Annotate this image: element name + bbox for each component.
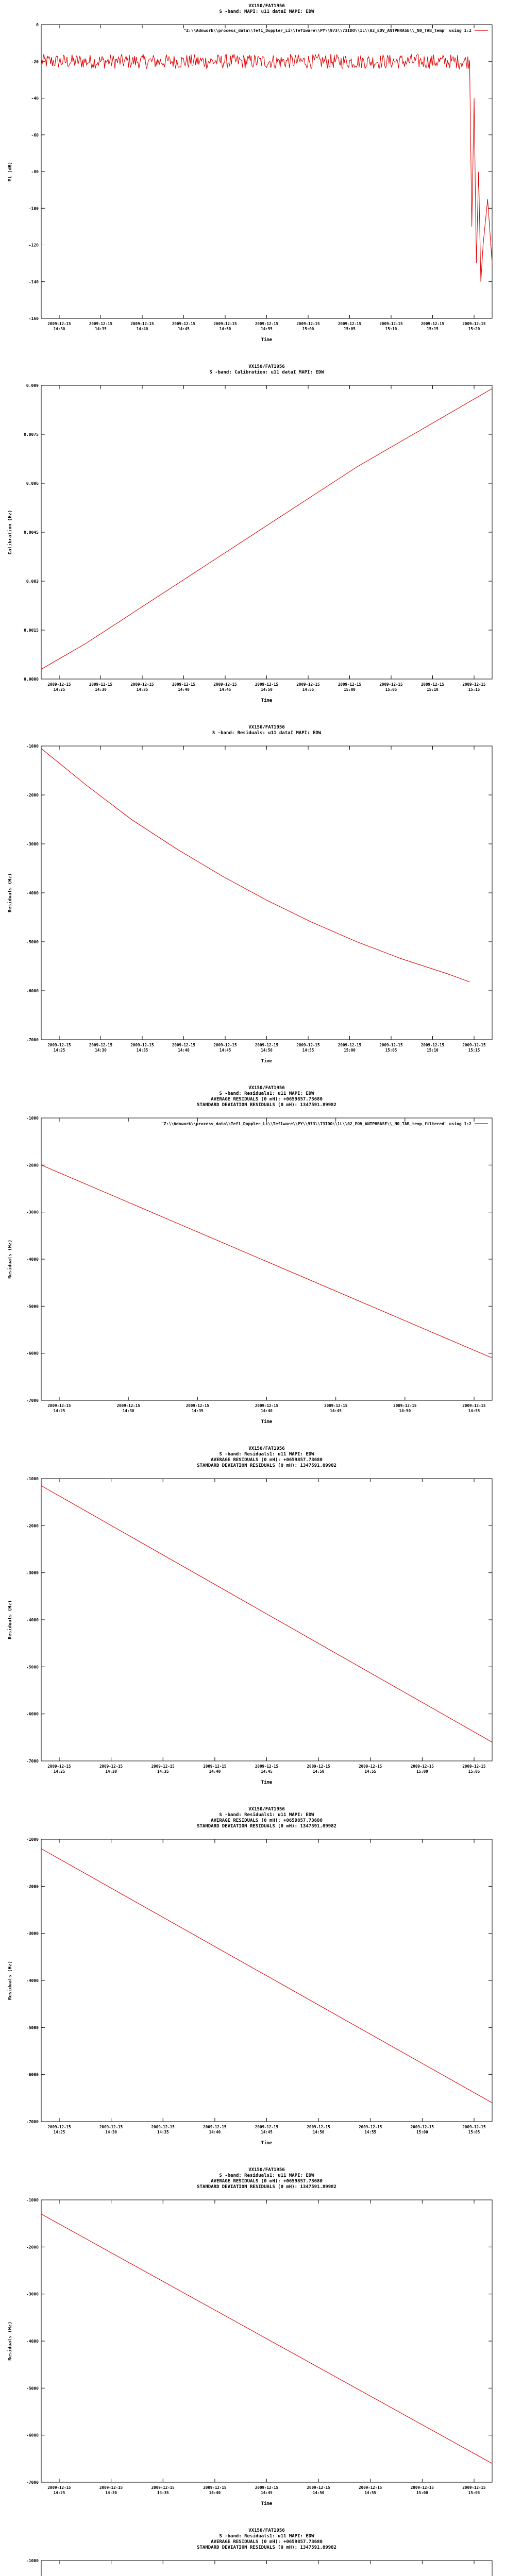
x-tick-label: 14:25 xyxy=(53,1769,65,1774)
x-tick-label: 2009-12-15 xyxy=(462,682,486,687)
y-tick-label: -1000 xyxy=(26,1837,39,1842)
chart-title-line: AVERAGE RESIDUALS (0 mH): +0659857.73680 xyxy=(211,1818,323,1823)
x-tick-label: 14:50 xyxy=(219,327,231,331)
x-tick-label: 2009-12-15 xyxy=(359,2125,382,2129)
x-tick-label: 2009-12-15 xyxy=(307,1764,330,1769)
chart-title-line: STANDARD DEVIATION RESIDUALS (0 mH): 1347591.89982 xyxy=(197,1103,336,1108)
chart-panel-7 xyxy=(7,2167,492,2506)
x-axis-label: Time xyxy=(261,1419,273,1425)
y-axis-label: ML (dB) xyxy=(8,162,13,181)
x-tick-label: 15:05 xyxy=(468,2490,480,2495)
x-tick-label: 2009-12-15 xyxy=(203,2485,227,2490)
x-tick-label: 14:40 xyxy=(209,2490,221,2495)
chart-panel-3 xyxy=(7,725,492,1064)
y-tick-label: -1000 xyxy=(26,1116,39,1121)
x-tick-label: 15:05 xyxy=(468,1769,480,1774)
chart-panel-8 xyxy=(7,2528,492,2576)
chart-title-line: VX150/FAT1956 xyxy=(248,1807,285,1812)
y-axis-label: Residuals (Hz) xyxy=(8,1961,13,2000)
y-tick-label: -7000 xyxy=(26,2480,39,2485)
x-tick-label: 14:35 xyxy=(136,687,148,692)
y-tick-label: -2000 xyxy=(26,1884,39,1889)
data-series-line xyxy=(41,1165,492,1358)
x-tick-label: 2009-12-15 xyxy=(151,2485,175,2490)
x-tick-label: 14:30 xyxy=(95,1048,107,1053)
x-tick-label: 14:50 xyxy=(312,1769,325,1774)
x-tick-label: 2009-12-15 xyxy=(255,2125,279,2129)
data-series-line xyxy=(41,2214,492,2463)
x-axis-label: Time xyxy=(261,698,273,703)
y-tick-label: -140 xyxy=(28,279,39,284)
x-tick-label: 2009-12-15 xyxy=(213,682,237,687)
x-tick-label: 2009-12-15 xyxy=(99,2125,123,2129)
x-tick-label: 2009-12-15 xyxy=(172,321,196,326)
y-tick-label: 0.0015 xyxy=(24,628,39,633)
y-tick-label: -5000 xyxy=(26,1304,39,1309)
x-tick-label: 15:15 xyxy=(468,1048,480,1053)
x-tick-label: 14:25 xyxy=(53,2490,65,2495)
chart-title-line: S -band: Residuals1: u11 MAPI: EDW xyxy=(219,1452,314,1457)
x-tick-label: 2009-12-15 xyxy=(47,1764,71,1769)
x-tick-label: 14:30 xyxy=(95,687,107,692)
chart-panel-4 xyxy=(7,1086,492,1425)
chart-title-line: VX150/FAT1956 xyxy=(248,725,285,730)
x-tick-label: 14:40 xyxy=(178,1048,190,1053)
x-tick-label: 14:25 xyxy=(53,1409,65,1413)
x-tick-label: 14:35 xyxy=(95,327,107,331)
y-tick-label: -7000 xyxy=(26,1759,39,1764)
y-tick-label: -6000 xyxy=(26,989,39,993)
x-tick-label: 2009-12-15 xyxy=(338,682,362,687)
x-tick-label: 2009-12-15 xyxy=(379,321,403,326)
chart-title-line: STANDARD DEVIATION RESIDUALS (0 mH): 1347591.89982 xyxy=(197,2545,336,2550)
chart-title-line: VX150/FAT1956 xyxy=(248,2167,285,2173)
y-tick-label: -4000 xyxy=(26,1618,39,1622)
y-axis-label: Residuals (Hz) xyxy=(8,1240,13,1279)
y-tick-label: -120 xyxy=(28,243,39,248)
chart-title-line: S -band: Residuals: u11 dataI MAPI: EDW xyxy=(212,731,322,736)
x-tick-label: 14:35 xyxy=(157,1769,169,1774)
chart-panel-6 xyxy=(7,1807,492,2146)
y-tick-label: -6000 xyxy=(26,2072,39,2077)
chart-title-line: VX150/FAT1956 xyxy=(248,4,285,9)
y-tick-label: -5000 xyxy=(26,2386,39,2391)
chart-title-line: VX150/FAT1956 xyxy=(248,364,285,369)
x-tick-label: 14:45 xyxy=(330,1409,342,1413)
x-tick-label: 14:40 xyxy=(209,2130,221,2134)
y-tick-label: -2000 xyxy=(26,1523,39,1529)
y-axis-label: Calibration (Hz) xyxy=(8,510,13,555)
x-tick-label: 14:45 xyxy=(261,2490,273,2495)
x-tick-label: 15:05 xyxy=(468,2130,480,2134)
x-tick-label: 2009-12-15 xyxy=(99,1764,123,1769)
y-tick-label: -3000 xyxy=(26,2292,39,2297)
y-tick-label: -2000 xyxy=(26,2245,39,2250)
x-tick-label: 2009-12-15 xyxy=(255,682,279,687)
legend-label: "Z:\\Adnwork\\process_data\\Tef1_Doppler_Li\\Tef1ware\\PY\\973\\73IDO\\1L\\02_EOV_ANTPHRASE\\_N0_TAB_temp_filtered" using 1:2 xyxy=(161,1122,472,1126)
y-tick-label: -5000 xyxy=(26,940,39,944)
plot-frame xyxy=(41,385,492,679)
chart-panel-1 xyxy=(8,4,492,343)
data-series-line xyxy=(41,1849,492,2103)
data-series-line xyxy=(41,388,492,669)
plot-frame xyxy=(41,25,492,318)
y-tick-label: 0.003 xyxy=(26,579,39,584)
y-tick-label: -80 xyxy=(31,170,39,174)
x-tick-label: 14:45 xyxy=(219,687,231,692)
x-tick-label: 14:40 xyxy=(261,1409,273,1413)
plot-frame xyxy=(41,1118,492,1400)
x-tick-label: 2009-12-15 xyxy=(307,2485,330,2490)
x-tick-label: 14:55 xyxy=(364,1769,377,1774)
chart-title-line: S -band: Residuals1: u11 MAPI: EDW xyxy=(219,2173,314,2178)
x-tick-label: 2009-12-15 xyxy=(420,321,445,326)
x-tick-label: 2009-12-15 xyxy=(296,321,320,326)
x-tick-label: 2009-12-15 xyxy=(255,321,279,326)
x-tick-label: 2009-12-15 xyxy=(462,1403,486,1408)
y-tick-label: -6000 xyxy=(26,1711,39,1717)
x-tick-label: 2009-12-15 xyxy=(47,682,71,687)
y-tick-label: -7000 xyxy=(26,1038,39,1042)
y-tick-label: 0.009 xyxy=(26,383,39,388)
x-tick-label: 2009-12-15 xyxy=(151,2125,175,2129)
x-tick-label: 2009-12-15 xyxy=(89,682,113,687)
y-tick-label: -40 xyxy=(31,96,39,101)
chart-panel-2 xyxy=(7,364,492,703)
x-tick-label: 15:15 xyxy=(427,327,439,331)
y-tick-label: -3000 xyxy=(26,1570,39,1575)
x-tick-label: 2009-12-15 xyxy=(420,1043,445,1047)
y-tick-label: 0.0000 xyxy=(24,677,39,682)
x-tick-label: 14:30 xyxy=(53,327,65,331)
x-tick-label: 2009-12-15 xyxy=(203,2125,227,2129)
x-tick-label: 2009-12-15 xyxy=(203,1764,227,1769)
x-tick-label: 14:35 xyxy=(157,2130,169,2134)
x-tick-label: 2009-12-15 xyxy=(462,1043,486,1047)
x-tick-label: 15:20 xyxy=(468,327,480,331)
x-tick-label: 2009-12-15 xyxy=(151,1764,175,1769)
y-tick-label: -7000 xyxy=(26,2120,39,2124)
chart-title-line: AVERAGE RESIDUALS (0 mH): +0659857.73680 xyxy=(211,2539,323,2545)
x-tick-label: 14:40 xyxy=(136,327,148,331)
y-tick-label: -1000 xyxy=(26,2198,39,2202)
y-tick-label: -1000 xyxy=(26,2558,39,2563)
chart-title-line: S -band: Residuals1: u11 MAPI: EDW xyxy=(219,2534,314,2539)
x-axis-label: Time xyxy=(261,2501,273,2506)
y-tick-label: -100 xyxy=(28,206,39,211)
y-tick-label: -1000 xyxy=(26,744,39,749)
x-tick-label: 2009-12-15 xyxy=(420,682,445,687)
x-tick-label: 14:25 xyxy=(53,2130,65,2134)
x-tick-label: 2009-12-15 xyxy=(255,1764,279,1769)
x-tick-label: 15:05 xyxy=(344,327,356,331)
y-tick-label: -2000 xyxy=(26,1163,39,1168)
chart-title-line: STANDARD DEVIATION RESIDUALS (0 mH): 1347591.89982 xyxy=(197,2184,336,2190)
y-tick-label: -20 xyxy=(31,59,39,64)
x-tick-label: 14:55 xyxy=(468,1409,480,1413)
x-tick-label: 2009-12-15 xyxy=(255,1043,279,1047)
x-tick-label: 14:25 xyxy=(53,687,65,692)
chart-title-line: S -band: MAPI: u11 dataI MAPI: EDW xyxy=(219,9,314,14)
x-tick-label: 2009-12-15 xyxy=(130,682,154,687)
x-tick-label: 14:50 xyxy=(399,1409,411,1413)
x-tick-label: 2009-12-15 xyxy=(462,2125,486,2129)
x-tick-label: 15:05 xyxy=(385,687,397,692)
x-tick-label: 14:30 xyxy=(105,1769,117,1774)
data-series-line xyxy=(41,749,469,982)
chart-title-line: VX150/FAT1956 xyxy=(248,2528,285,2533)
y-tick-label: -6000 xyxy=(26,2433,39,2438)
x-tick-label: 2009-12-15 xyxy=(47,1043,71,1047)
y-tick-label: 0.0075 xyxy=(24,432,39,437)
x-tick-label: 2009-12-15 xyxy=(130,321,154,326)
chart-title-line: STANDARD DEVIATION RESIDUALS (0 mH): 1347591.89982 xyxy=(197,1824,336,1829)
x-tick-label: 2009-12-15 xyxy=(296,1043,320,1047)
x-tick-label: 15:15 xyxy=(468,687,480,692)
x-axis-label: Time xyxy=(261,1059,273,1064)
x-tick-label: 2009-12-15 xyxy=(410,2125,434,2129)
x-tick-label: 14:50 xyxy=(312,2490,325,2495)
x-tick-label: 2009-12-15 xyxy=(462,2485,486,2490)
y-tick-label: -3000 xyxy=(26,1931,39,1936)
x-tick-label: 14:30 xyxy=(105,2130,117,2134)
x-tick-label: 2009-12-15 xyxy=(462,321,486,326)
x-tick-label: 15:10 xyxy=(427,1048,439,1053)
x-tick-label: 2009-12-15 xyxy=(130,1043,154,1047)
chart-title-line: AVERAGE RESIDUALS (0 mH): +0659857.73680 xyxy=(211,1458,323,1463)
x-tick-label: 15:05 xyxy=(385,1048,397,1053)
x-tick-label: 2009-12-15 xyxy=(47,1403,71,1408)
x-tick-label: 14:40 xyxy=(209,1769,221,1774)
chart-title-line: S -band: Residuals1: u11 MAPI: EDW xyxy=(219,1091,314,1096)
x-tick-label: 14:55 xyxy=(364,2490,377,2495)
y-tick-label: 0.006 xyxy=(26,481,39,486)
x-tick-label: 2009-12-15 xyxy=(359,1764,382,1769)
y-tick-label: 0 xyxy=(36,23,39,27)
x-tick-label: 2009-12-15 xyxy=(379,682,403,687)
plot-frame xyxy=(41,1839,492,2122)
y-tick-label: -5000 xyxy=(26,2025,39,2030)
y-axis-label: Residuals (Hz) xyxy=(8,1600,13,1639)
x-tick-label: 2009-12-15 xyxy=(47,2125,71,2129)
x-tick-label: 14:35 xyxy=(157,2490,169,2495)
x-tick-label: 2009-12-15 xyxy=(186,1403,209,1408)
chart-title-line: S -band: Residuals1: u11 MAPI: EDW xyxy=(219,1812,314,1818)
legend-label: "Z:\\Adnwork\\process_data\\Tef1_Doppler_Li\\Tef1ware\\PY\\973\\73IDO\\1L\\02_EOV_ANTPHRASE\\_N0_TAB_temp" using 1:2 xyxy=(183,28,472,33)
x-tick-label: 2009-12-15 xyxy=(89,321,113,326)
x-tick-label: 2009-12-15 xyxy=(172,682,196,687)
x-tick-label: 14:35 xyxy=(192,1409,204,1413)
x-tick-label: 2009-12-15 xyxy=(379,1043,403,1047)
y-tick-label: -4000 xyxy=(26,1978,39,1983)
y-tick-label: -60 xyxy=(31,132,39,138)
plot-frame xyxy=(41,1479,492,1761)
y-tick-label: 0.0045 xyxy=(24,530,39,535)
chart-panel-5 xyxy=(7,1446,492,1785)
x-tick-label: 2009-12-15 xyxy=(410,2485,434,2490)
x-tick-label: 14:40 xyxy=(178,687,190,692)
x-tick-label: 2009-12-15 xyxy=(99,2485,123,2490)
x-tick-label: 2009-12-15 xyxy=(410,1764,434,1769)
x-axis-label: Time xyxy=(261,2141,273,2146)
data-series-line xyxy=(41,1486,492,1742)
data-series-line xyxy=(41,54,469,69)
plot-frame xyxy=(41,746,492,1040)
x-tick-label: 2009-12-15 xyxy=(462,1764,486,1769)
x-tick-label: 14:55 xyxy=(302,1048,314,1053)
y-tick-label: -160 xyxy=(28,316,39,321)
x-tick-label: 2009-12-15 xyxy=(338,321,362,326)
x-tick-label: 14:35 xyxy=(136,1048,148,1053)
x-tick-label: 2009-12-15 xyxy=(213,1043,237,1047)
x-tick-label: 2009-12-15 xyxy=(393,1403,417,1408)
y-tick-label: -7000 xyxy=(26,1398,39,1403)
y-tick-label: -6000 xyxy=(26,1351,39,1356)
x-tick-label: 14:55 xyxy=(302,687,314,692)
x-tick-label: 2009-12-15 xyxy=(172,1043,196,1047)
x-tick-label: 15:00 xyxy=(416,1769,428,1774)
x-tick-label: 15:00 xyxy=(344,687,356,692)
x-tick-label: 14:30 xyxy=(105,2490,117,2495)
chart-title-line: VX150/FAT1956 xyxy=(248,1446,285,1451)
y-tick-label: -3000 xyxy=(26,1210,39,1215)
chart-title-line: AVERAGE RESIDUALS (0 mH): +0659857.73680 xyxy=(211,1097,323,1102)
x-tick-label: 2009-12-15 xyxy=(47,321,71,326)
x-tick-label: 15:00 xyxy=(344,1048,356,1053)
x-tick-label: 2009-12-15 xyxy=(296,682,320,687)
x-tick-label: 14:50 xyxy=(312,2130,325,2134)
x-tick-label: 2009-12-15 xyxy=(324,1403,348,1408)
x-tick-label: 14:45 xyxy=(261,2130,273,2134)
x-tick-label: 14:45 xyxy=(219,1048,231,1053)
x-tick-label: 15:00 xyxy=(416,2490,428,2495)
y-tick-label: -4000 xyxy=(26,891,39,895)
y-tick-label: -5000 xyxy=(26,1665,39,1670)
x-tick-label: 14:45 xyxy=(178,327,190,331)
x-tick-label: 14:50 xyxy=(261,687,273,692)
x-tick-label: 14:30 xyxy=(122,1409,134,1413)
x-tick-label: 15:00 xyxy=(416,2130,428,2134)
x-tick-label: 15:10 xyxy=(427,687,439,692)
x-tick-label: 15:00 xyxy=(302,327,314,331)
x-tick-label: 2009-12-15 xyxy=(307,2125,330,2129)
x-tick-label: 2009-12-15 xyxy=(359,2485,382,2490)
y-axis-label: Residuals (Hz) xyxy=(8,2321,13,2361)
x-tick-label: 2009-12-15 xyxy=(89,1043,113,1047)
y-tick-label: -2000 xyxy=(26,793,39,798)
x-tick-label: 2009-12-15 xyxy=(47,2485,71,2490)
x-tick-label: 14:55 xyxy=(261,327,273,331)
x-tick-label: 14:55 xyxy=(364,2130,377,2134)
y-tick-label: -3000 xyxy=(26,842,39,846)
x-tick-label: 2009-12-15 xyxy=(255,2485,279,2490)
x-tick-label: 2009-12-15 xyxy=(255,1403,279,1408)
x-axis-label: Time xyxy=(261,337,273,343)
x-axis-label: Time xyxy=(261,1780,273,1785)
y-axis-label: Residuals (Hz) xyxy=(8,873,13,912)
y-tick-label: -4000 xyxy=(26,1257,39,1262)
x-tick-label: 14:50 xyxy=(261,1048,273,1053)
x-tick-label: 2009-12-15 xyxy=(338,1043,362,1047)
x-tick-label: 2009-12-15 xyxy=(213,321,237,326)
y-tick-label: -1000 xyxy=(26,1477,39,1481)
plot-frame xyxy=(41,2200,492,2482)
x-tick-label: 2009-12-15 xyxy=(116,1403,140,1408)
x-tick-label: 14:45 xyxy=(261,1769,273,1774)
chart-title-line: STANDARD DEVIATION RESIDUALS (0 mH): 1347591.89982 xyxy=(197,1463,336,1468)
chart-title-line: AVERAGE RESIDUALS (0 mH): +0659857.73680 xyxy=(211,2179,323,2184)
y-tick-label: -4000 xyxy=(26,2339,39,2344)
chart-title-line: VX150/FAT1956 xyxy=(248,1086,285,1091)
x-tick-label: 14:25 xyxy=(53,1048,65,1053)
x-tick-label: 15:10 xyxy=(385,327,397,331)
chart-title-line: S -band: Calibration: u11 dataI MAPI: EDW xyxy=(209,370,324,375)
